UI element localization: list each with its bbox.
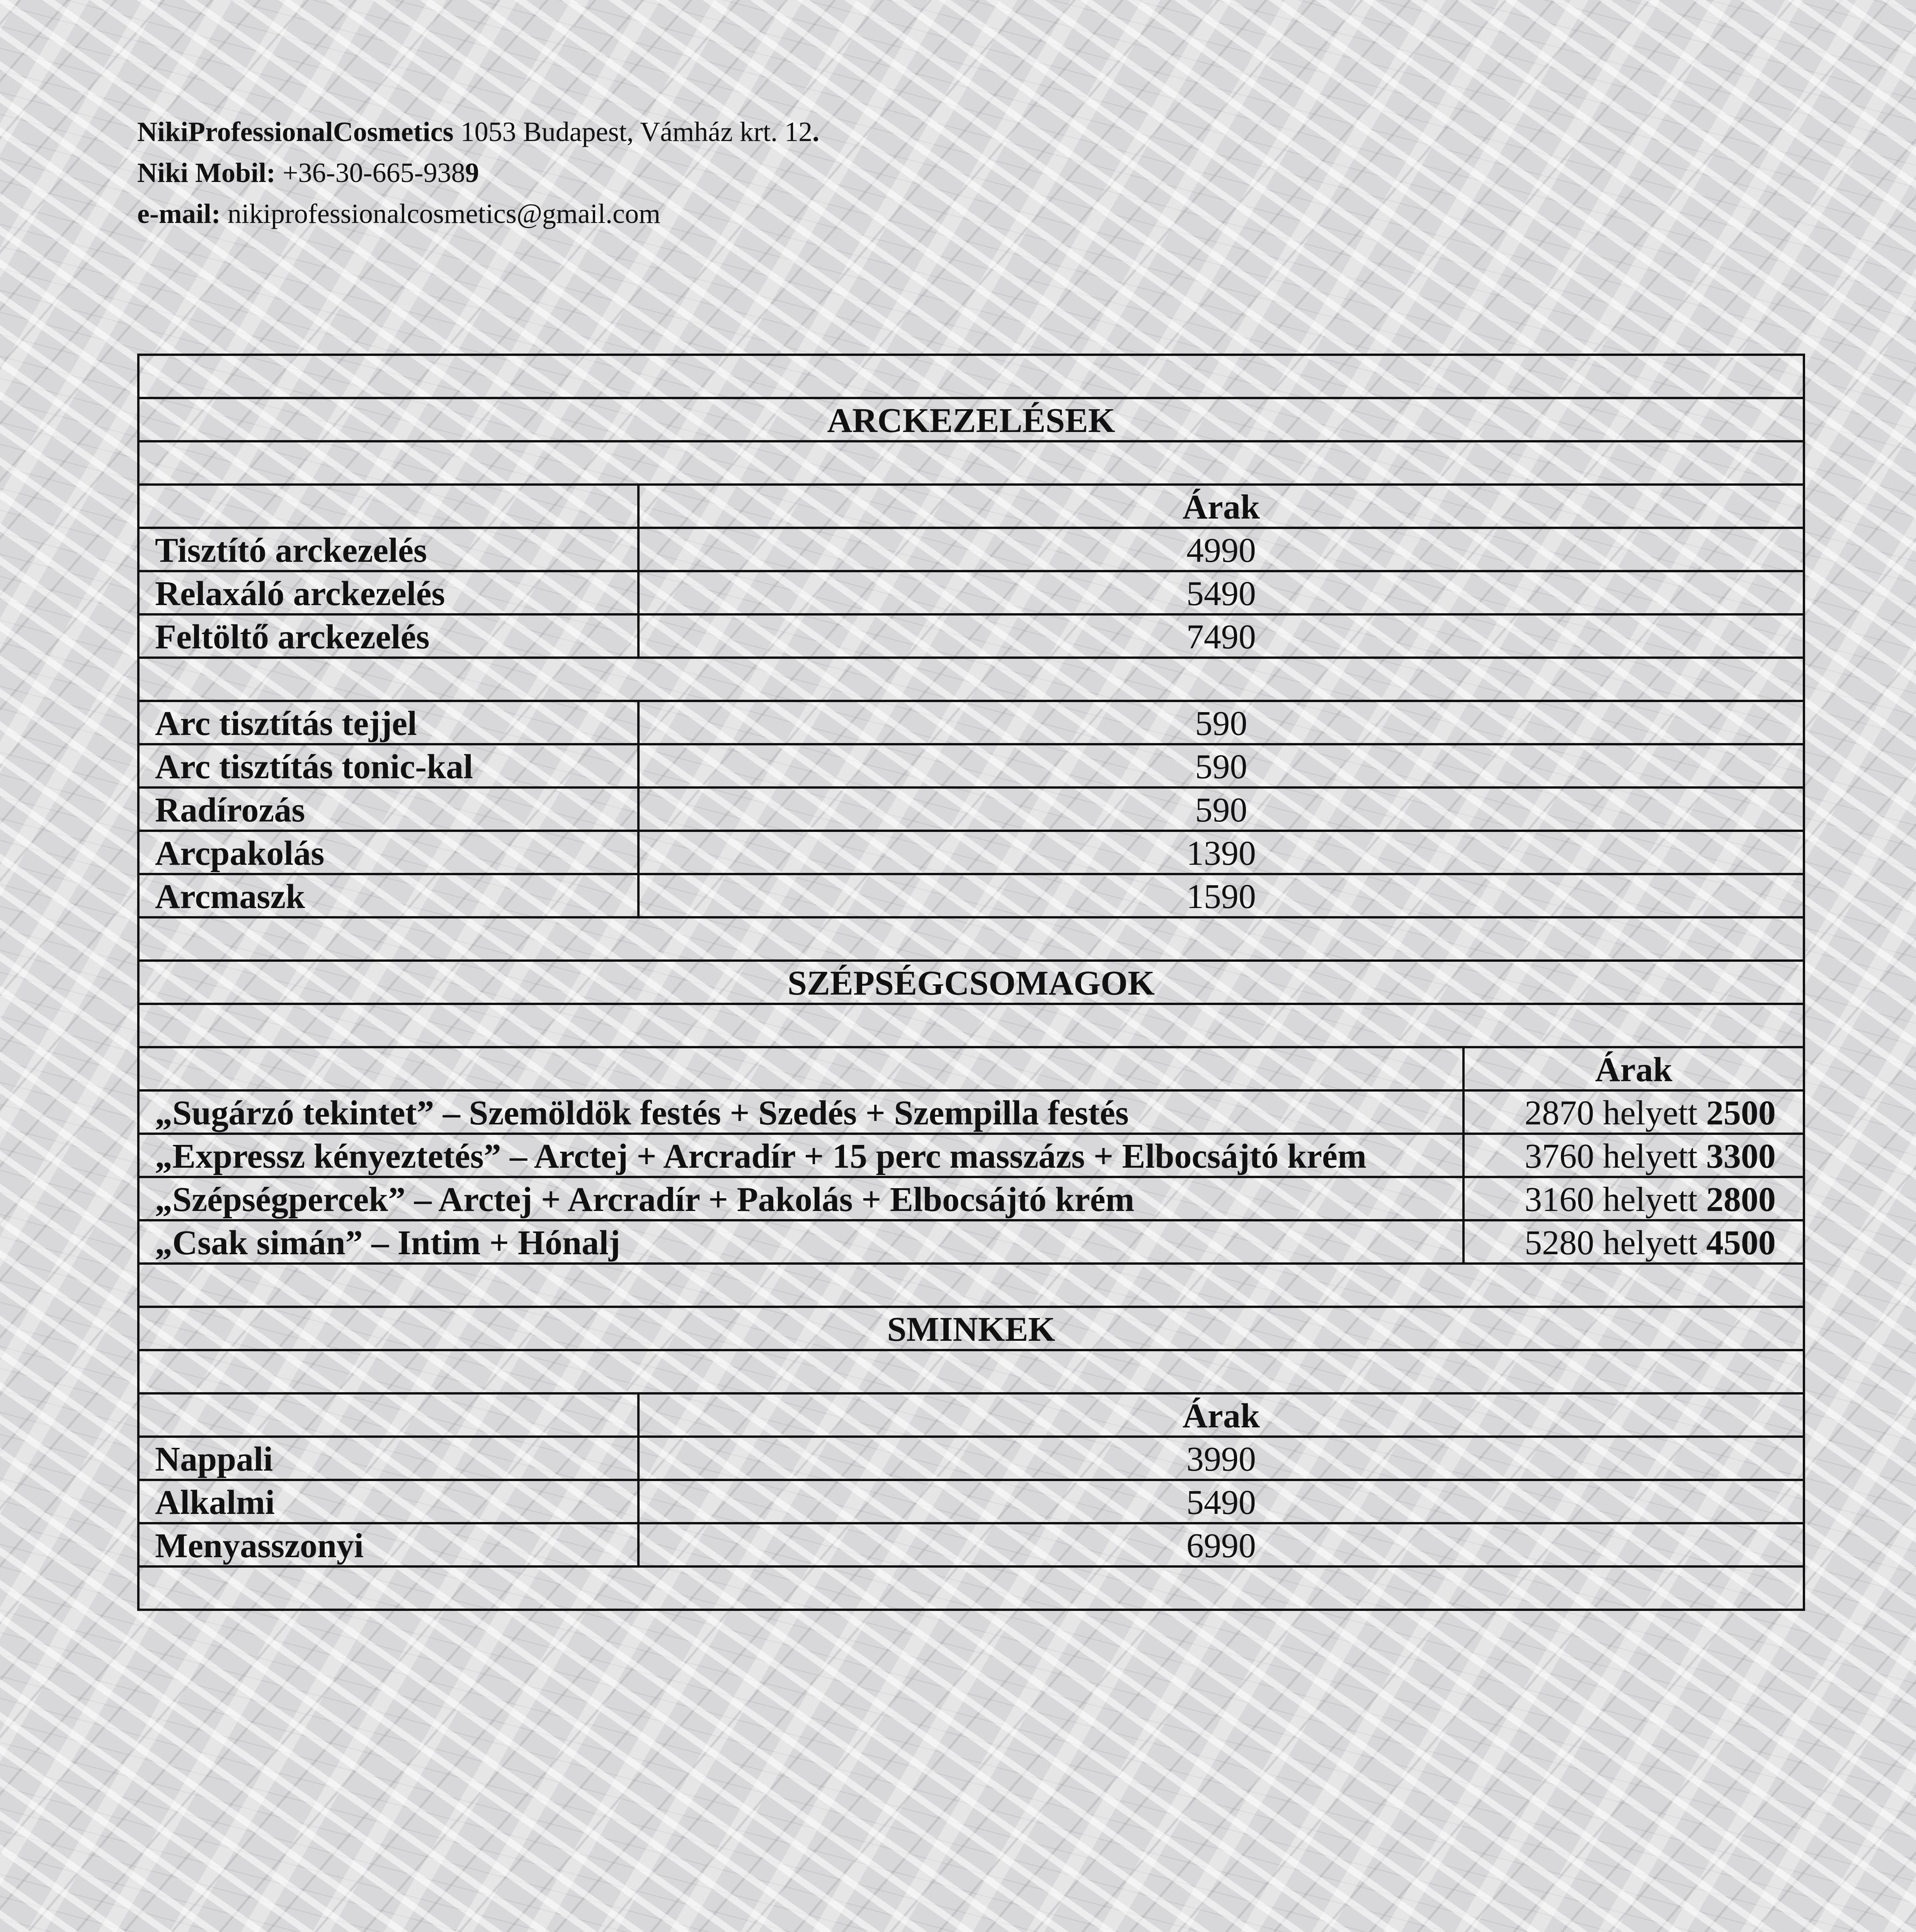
- new-price: 2800: [1706, 1180, 1776, 1219]
- table-row: [138, 571, 1804, 614]
- table-row: [138, 701, 1804, 744]
- service-name: Feltöltő arckezelés: [138, 614, 638, 658]
- package-name: „Szépségpercek” – Arctej + Arcradír + Pakolás + Elbocsájtó krém: [138, 1177, 1463, 1220]
- package-price: [1463, 1090, 1804, 1134]
- service-price: 5490: [638, 571, 1804, 614]
- empty-row: [138, 1350, 1804, 1393]
- empty-row: [138, 441, 1804, 485]
- mobile-label: Niki Mobil:: [137, 157, 276, 188]
- section-title-szepsegcsomagok: SZÉPSÉGCSOMAGOK: [138, 961, 1804, 1004]
- makeup-price: 6990: [638, 1523, 1804, 1566]
- table-row: [138, 1220, 1804, 1264]
- table-row: [138, 1480, 1804, 1523]
- header: [137, 111, 819, 234]
- new-price: 2500: [1706, 1094, 1776, 1132]
- table-row: [138, 1177, 1804, 1220]
- service-price: 7490: [638, 614, 1804, 658]
- section-title-row: [138, 1307, 1804, 1350]
- empty-row: [138, 917, 1804, 961]
- package-name: „Csak simán” – Intim + Hónalj: [138, 1220, 1463, 1264]
- service-name: Arcmaszk: [138, 874, 638, 917]
- mobile-number: +36-30-665-938: [282, 157, 465, 188]
- makeup-name: Alkalmi: [138, 1480, 638, 1523]
- service-price: 590: [638, 787, 1804, 831]
- package-name: „Expressz kényeztetés” – Arctej + Arcradír + 15 perc masszázs + Elbocsájtó krém: [138, 1134, 1463, 1177]
- package-price: [1463, 1220, 1804, 1264]
- makeup-name: Menyasszonyi: [138, 1523, 638, 1566]
- address-end: .: [812, 116, 820, 147]
- price-header-row: [138, 1047, 1804, 1090]
- makeup-price: 5490: [638, 1480, 1804, 1523]
- section-title-row: [138, 961, 1804, 1004]
- package-price: [1463, 1177, 1804, 1220]
- section-title-row: [138, 398, 1804, 441]
- price-header-row: [138, 1393, 1804, 1437]
- service-name: Relaxáló arckezelés: [138, 571, 638, 614]
- makeup-name: Nappali: [138, 1437, 638, 1480]
- makeup-price: 3990: [638, 1437, 1804, 1480]
- email-link[interactable]: nikiprofessionalcosmetics@gmail.com: [227, 198, 660, 229]
- table-row: [138, 831, 1804, 874]
- section-title-arckezelesek: ARCKEZELÉSEK: [138, 398, 1804, 441]
- service-price: 590: [638, 744, 1804, 787]
- price-header: Árak: [1463, 1047, 1804, 1090]
- service-name: Radírozás: [138, 787, 638, 831]
- email-label: e-mail:: [137, 198, 221, 229]
- table-row: [138, 1134, 1804, 1177]
- service-price: 4990: [638, 528, 1804, 571]
- table-row: [138, 1523, 1804, 1566]
- table-row: [138, 1090, 1804, 1134]
- empty-row: [138, 658, 1804, 701]
- price-header: Árak: [638, 485, 1804, 528]
- table-row: [138, 787, 1804, 831]
- empty-row: [138, 355, 1804, 398]
- package-price: [1463, 1134, 1804, 1177]
- header-line-mobile: [137, 152, 819, 193]
- old-price: 3160 helyett: [1525, 1180, 1707, 1219]
- company-address: 1053 Budapest, Vámház krt. 12: [460, 116, 813, 147]
- package-name: „Sugárzó tekintet” – Szemöldök festés + Szedés + Szempilla festés: [138, 1090, 1463, 1134]
- price-header-row: [138, 485, 1804, 528]
- table-row: [138, 874, 1804, 917]
- header-line-email: [137, 193, 819, 234]
- company-name: NikiProfessionalCosmetics: [137, 116, 454, 147]
- old-price: 3760 helyett: [1525, 1137, 1707, 1175]
- service-price: 590: [638, 701, 1804, 744]
- new-price: 4500: [1706, 1224, 1776, 1262]
- table-row: [138, 744, 1804, 787]
- empty-row: [138, 1004, 1804, 1047]
- service-price: 1390: [638, 831, 1804, 874]
- service-name: Arc tisztítás tejjel: [138, 701, 638, 744]
- header-line-company: [137, 111, 819, 152]
- service-name: Tisztító arckezelés: [138, 528, 638, 571]
- empty-row: [138, 1264, 1804, 1307]
- old-price: 2870 helyett: [1525, 1094, 1707, 1132]
- service-name: Arc tisztítás tonic-kal: [138, 744, 638, 787]
- mobile-last-digit: 9: [465, 157, 479, 188]
- table-row: [138, 1437, 1804, 1480]
- price-list-table: [137, 354, 1805, 1611]
- empty-row: [138, 1566, 1804, 1610]
- service-price: 1590: [638, 874, 1804, 917]
- old-price: 5280 helyett: [1525, 1224, 1707, 1262]
- section-title-sminkek: SMINKEK: [138, 1307, 1804, 1350]
- service-name: Arcpakolás: [138, 831, 638, 874]
- table-row: [138, 614, 1804, 658]
- new-price: 3300: [1706, 1137, 1776, 1175]
- table-row: [138, 528, 1804, 571]
- price-header: Árak: [638, 1393, 1804, 1437]
